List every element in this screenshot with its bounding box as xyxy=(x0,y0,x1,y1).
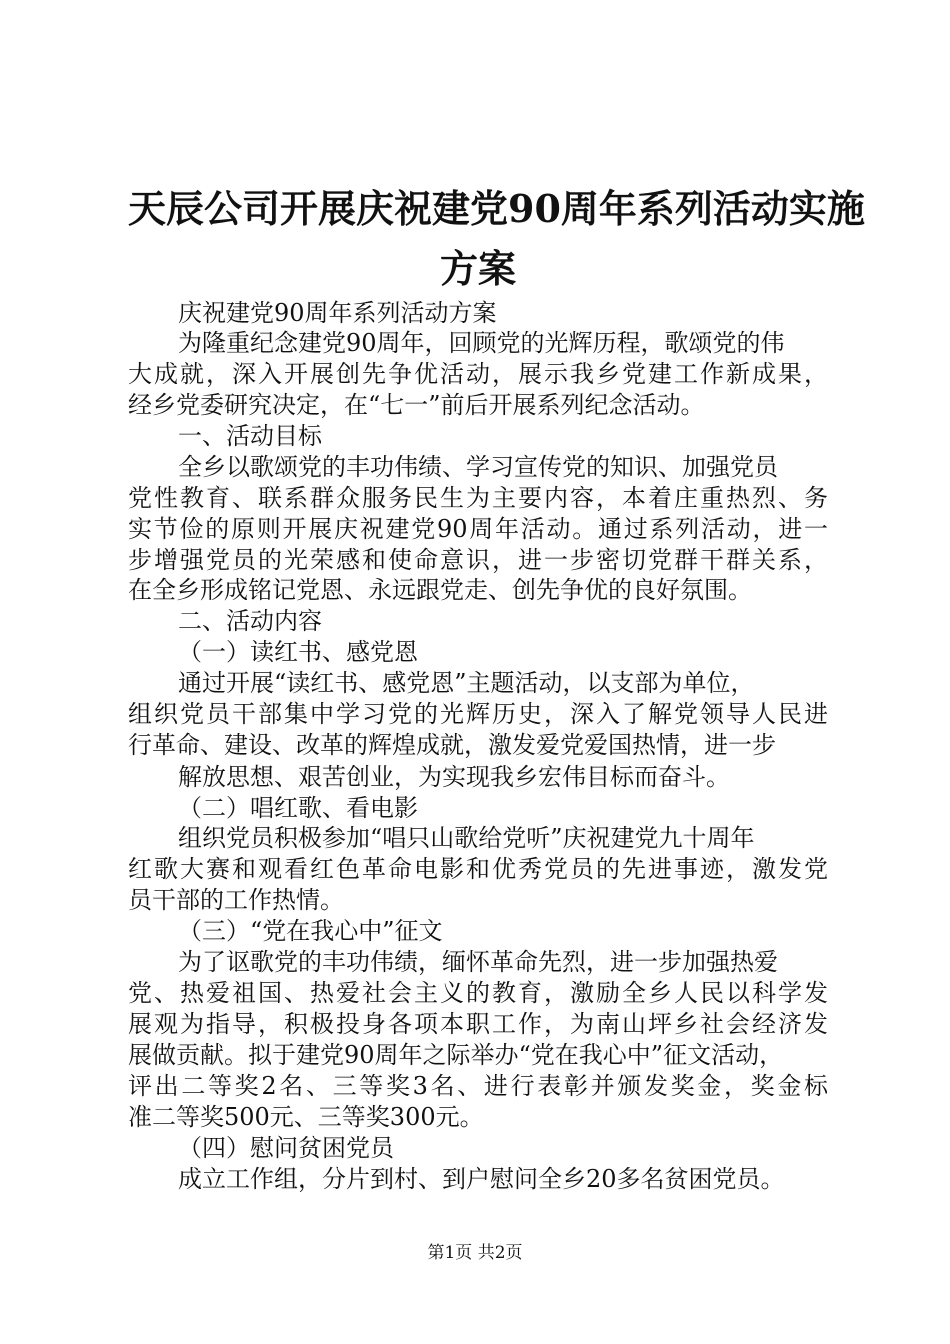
subsection-heading: （三）“党在我心中”征文 xyxy=(178,917,443,945)
body-line: 准二等奖500元、三等奖300元。 xyxy=(128,1103,484,1131)
body-line: 为隆重纪念建党90周年，回顾党的光辉历程，歌颂党的伟 xyxy=(178,329,785,357)
body-line: 为了讴歌党的丰功伟绩，缅怀革命先烈，进一步加强热爱 xyxy=(178,948,778,976)
body-line: 党、热爱祖国、热爱社会主义的教育，激励全乡人民以科学发 xyxy=(128,979,828,1007)
body-line: 展做贡献。拟于建党90周年之际举办“党在我心中”征文活动， xyxy=(128,1041,784,1069)
subsection-heading: （二）唱红歌、看电影 xyxy=(178,794,418,822)
body-line: 评出二等奖2名、三等奖3名、进行表彰并颁发奖金，奖金标 xyxy=(128,1072,828,1100)
body-line: 通过开展“读红书、感党恩”主题活动，以支部为单位， xyxy=(178,669,755,697)
body-line: 全乡以歌颂党的丰功伟绩、学习宣传党的知识、加强党员 xyxy=(178,453,778,481)
body-line: 解放思想、艰苦创业，为实现我乡宏伟目标而奋斗。 xyxy=(178,763,730,791)
section-heading: 一、活动目标 xyxy=(178,422,322,450)
body-line: 组织党员积极参加“唱只山歌给党听”庆祝建党九十周年 xyxy=(178,824,755,852)
body-line: 员干部的工作热情。 xyxy=(128,886,344,914)
body-line: 展观为指导，积极投身各项本职工作，为南山坪乡社会经济发 xyxy=(128,1010,828,1038)
body-line: 成立工作组，分片到村、到户慰问全乡20多名贫困党员。 xyxy=(178,1165,785,1193)
subtitle-line: 庆祝建党90周年系列活动方案 xyxy=(178,299,497,327)
section-heading: 二、活动内容 xyxy=(178,607,322,635)
body-line: 红歌大赛和观看红色革命电影和优秀党员的先进事迹，激发党 xyxy=(128,855,828,883)
body-line: 行革命、建设、改革的辉煌成就，激发爱党爱国热情，进一步 xyxy=(128,731,776,759)
document-title-line-1: 天辰公司开展庆祝建党90周年系列活动实施 xyxy=(128,186,865,231)
body-line: 经乡党委研究决定，在“七一”前后开展系列纪念活动。 xyxy=(128,391,705,419)
subsection-heading: （一）读红书、感党恩 xyxy=(178,638,418,666)
subsection-heading: （四）慰问贫困党员 xyxy=(178,1134,394,1162)
body-line: 实节俭的原则开展庆祝建党90周年活动。通过系列活动，进一 xyxy=(128,515,828,543)
body-line: 党性教育、联系群众服务民生为主要内容，本着庄重热烈、务 xyxy=(128,484,828,512)
page-number: 第1页 共2页 xyxy=(427,1243,523,1263)
document-title-line-2: 方案 xyxy=(439,246,516,291)
body-line: 步增强党员的光荣感和使命意识，进一步密切党群干群关系， xyxy=(128,546,828,574)
body-line: 在全乡形成铭记党恩、永远跟党走、创先争优的良好氛围。 xyxy=(128,576,752,604)
body-line: 大成就，深入开展创先争优活动，展示我乡党建工作新成果， xyxy=(128,360,828,388)
body-line: 组织党员干部集中学习党的光辉历史，深入了解党领导人民进 xyxy=(128,700,828,728)
